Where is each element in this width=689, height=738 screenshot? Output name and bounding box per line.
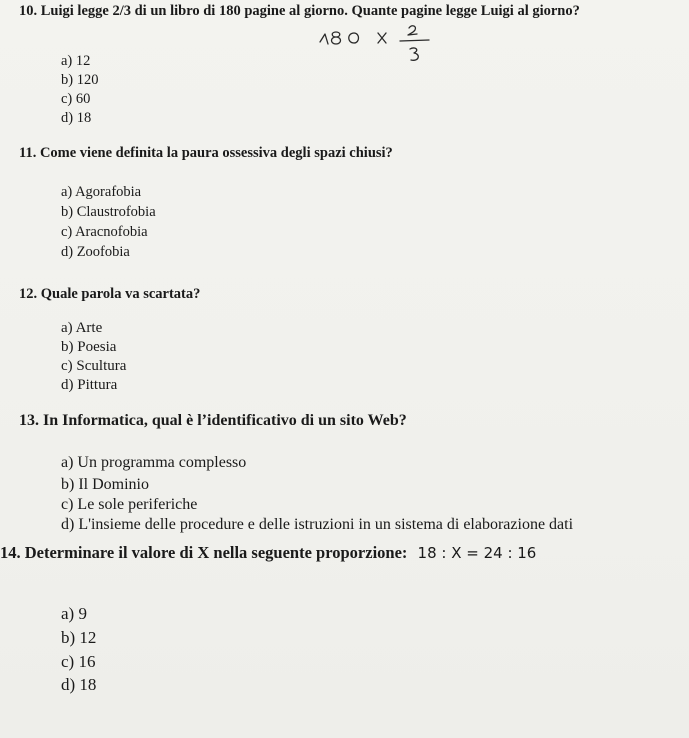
proportion-formula: 18 : X = 24 : 16 bbox=[417, 544, 537, 562]
question-13-option-b: b) Il Dominio bbox=[61, 476, 149, 493]
question-13-option-a: a) Un programma complesso bbox=[61, 454, 247, 471]
question-12-option-d: d) Pittura bbox=[61, 377, 118, 393]
question-11-option-a: a) Agorafobia bbox=[61, 184, 142, 200]
question-14 bbox=[0, 543, 536, 563]
question-10-option-d: d) 18 bbox=[61, 110, 92, 126]
question-14-option-c: c) 16 bbox=[61, 652, 96, 671]
question-10: 10. Luigi legge 2/3 di un libro di 180 pagine al giorno. Quante pagine legge Luigi al giorno? bbox=[19, 3, 580, 19]
question-13-option-d: d) L'insieme delle procedure e delle istruzioni in un sistema di elaborazione dati bbox=[61, 516, 574, 533]
question-11-option-d: d) Zoofobia bbox=[61, 244, 130, 260]
question-10-option-c: c) 60 bbox=[61, 91, 91, 107]
question-14-option-b: b) 12 bbox=[61, 628, 97, 647]
question-13: 13. In Informatica, qual è l’identificativo di un sito Web? bbox=[19, 412, 407, 429]
question-12-option-c: c) Scultura bbox=[61, 358, 127, 374]
question-11-option-c: c) Aracnofobia bbox=[61, 224, 148, 240]
question-13-option-c: c) Le sole periferiche bbox=[61, 496, 198, 513]
question-12: 12. Quale parola va scartata? bbox=[19, 286, 201, 302]
question-14-option-a: a) 9 bbox=[61, 604, 87, 623]
question-10-option-a: a) 12 bbox=[61, 53, 91, 69]
question-10-option-b: b) 120 bbox=[61, 72, 99, 88]
question-14-option-d: d) 18 bbox=[61, 675, 97, 694]
question-14-text: 14. Determinare il valore di X nella seguente proporzione: bbox=[0, 543, 408, 562]
question-11-option-b: b) Claustrofobia bbox=[61, 204, 156, 220]
question-11: 11. Come viene definita la paura ossessiva degli spazi chiusi? bbox=[19, 145, 393, 161]
question-12-option-a: a) Arte bbox=[61, 320, 103, 336]
handwritten-note bbox=[316, 22, 446, 72]
question-12-option-b: b) Poesia bbox=[61, 339, 117, 355]
